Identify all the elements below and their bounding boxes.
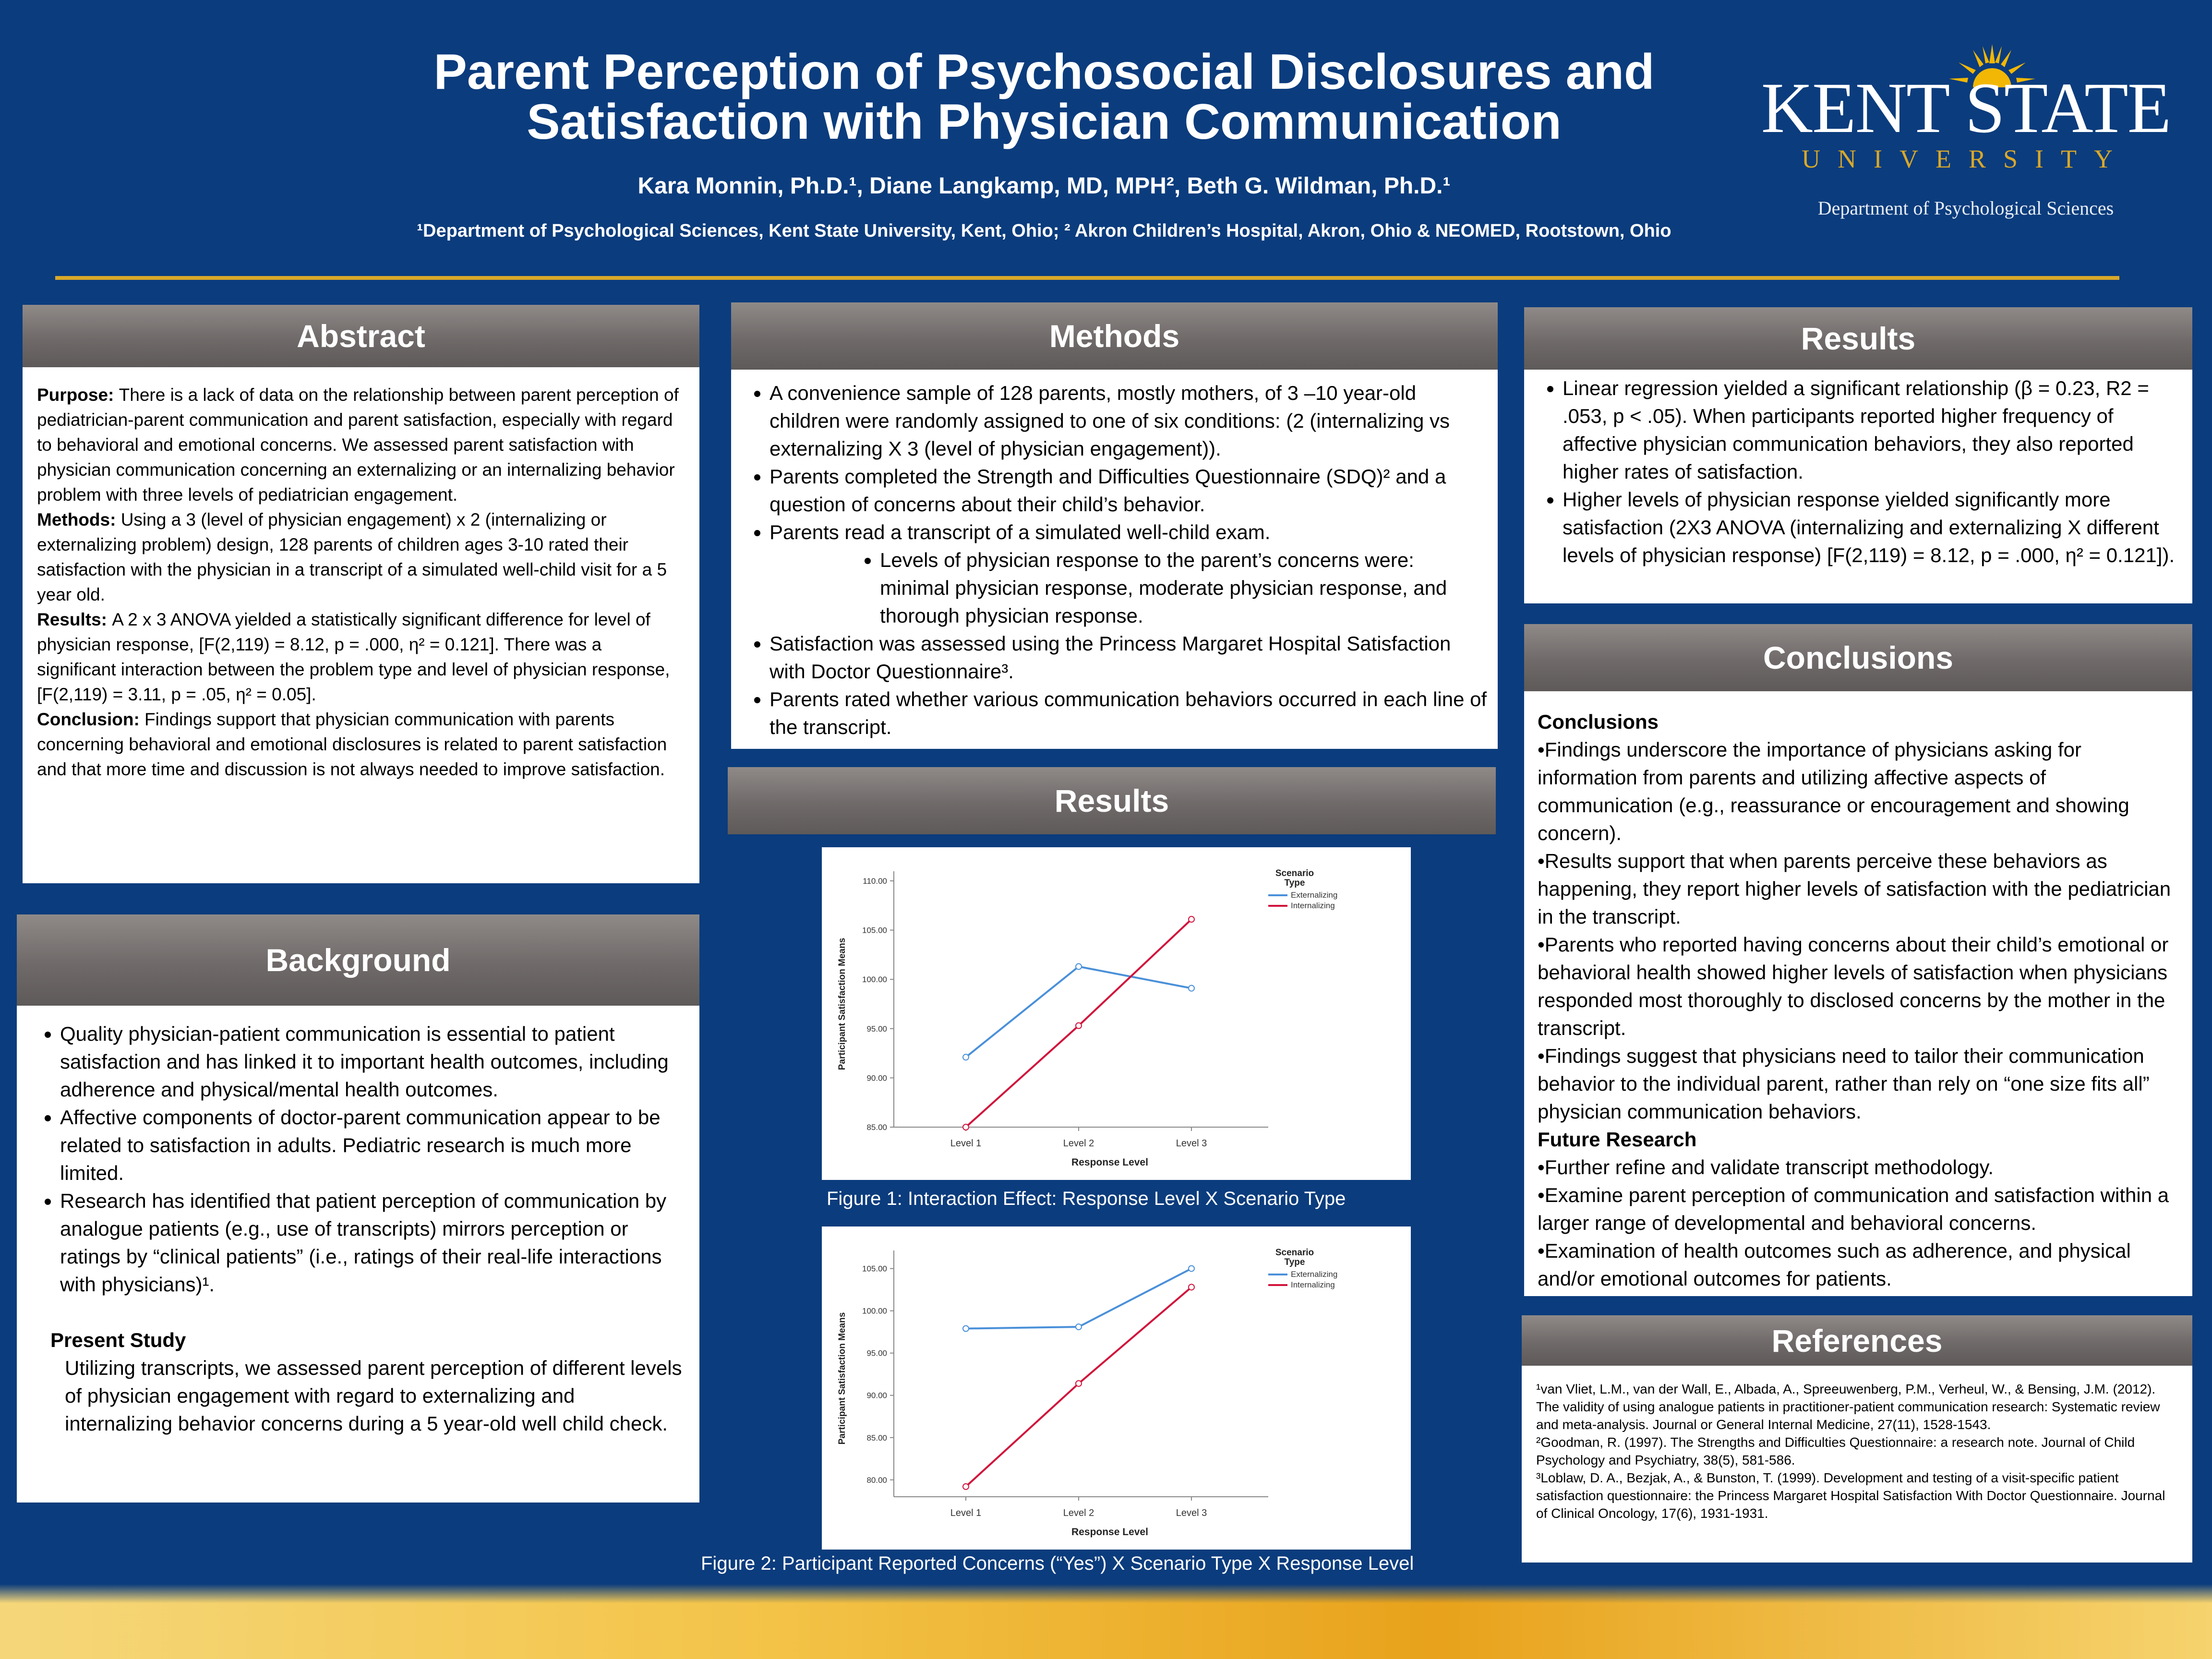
figure-1-caption: Figure 1: Interaction Effect: Response Level X Scenario Type bbox=[827, 1188, 1346, 1209]
y-tick-label: 105.00 bbox=[862, 926, 887, 935]
data-point-externalizing bbox=[1189, 986, 1194, 991]
figure-1-chart bbox=[822, 847, 1411, 1180]
header-divider bbox=[55, 276, 2119, 280]
y-tick-label: 95.00 bbox=[866, 1348, 887, 1358]
conclusions-item-3: •Parents who reported having concerns about their child’s emotional or behavioral health showed higher levels of satisfaction when physicians responded most thoroughly to disclosed concerns by the mother in the transcript. bbox=[1538, 933, 2169, 1039]
x-tick-label: Level 3 bbox=[1176, 1508, 1207, 1518]
y-tick-label: 110.00 bbox=[863, 877, 887, 886]
results-bullet-2: • Higher levels of physician response yielded significantly more satisfaction (2X3 ANOVA (internalizing and externalizing X different levels of physician response) [F(2,119) = 8.12, p = .000, η² = 0.121]). bbox=[1563, 486, 2183, 569]
future-item-2: •Examine parent perception of communication and satisfaction within a larger range of developmental and behavioral concerns. bbox=[1538, 1184, 2169, 1234]
references-panel bbox=[1522, 1366, 2192, 1563]
authors: Kara Monnin, Ph.D.¹, Diane Langkamp, MD, MPH², Beth G. Wildman, Ph.D.¹ bbox=[637, 173, 1451, 199]
figure-2 bbox=[822, 1226, 1411, 1550]
x-axis-label: Response Level bbox=[1071, 1527, 1148, 1538]
data-point-internalizing bbox=[1189, 916, 1194, 922]
data-point-internalizing bbox=[1189, 1284, 1194, 1290]
data-point-externalizing bbox=[963, 1054, 969, 1060]
y-axis-label: Participant Satisfaction Means bbox=[837, 938, 847, 1070]
conclusions-item-1: •Findings underscore the importance of physicians asking for information from parents and utilizing affective aspects of communication (e.g., reassurance or encouragement and showing concern). bbox=[1538, 738, 2129, 844]
data-point-internalizing bbox=[963, 1484, 969, 1490]
future-item-1: •Further refine and validate transcript methodology. bbox=[1538, 1156, 1994, 1178]
background-bullet-2: • Affective components of doctor-parent communication appear to be related to satisfaction in adults. Pediatric research is much more limited. bbox=[60, 1104, 685, 1187]
results-bullet-1: • Linear regression yielded a significant relationship (β = 0.23, R2 = .053, p < .05). When participants reported higher frequency of affective physician communication behaviors, they also reported higher rates of satisfaction. bbox=[1563, 374, 2183, 486]
data-point-externalizing bbox=[1076, 1324, 1082, 1330]
methods-heading: Methods bbox=[731, 302, 1498, 370]
results-right-panel bbox=[1524, 370, 2192, 603]
series-line-externalizing bbox=[966, 1269, 1191, 1329]
y-tick-label: 100.00 bbox=[862, 975, 887, 985]
y-tick-label: 105.00 bbox=[862, 1264, 887, 1274]
legend-label: Externalizing bbox=[1291, 890, 1338, 900]
x-tick-label: Level 1 bbox=[950, 1138, 982, 1149]
future-research-subheading: Future Research bbox=[1538, 1128, 1697, 1151]
y-axis-label: Participant Satisfaction Means bbox=[837, 1312, 847, 1445]
title-line-2: Satisfaction with Physician Communication bbox=[527, 94, 1562, 150]
data-point-externalizing bbox=[963, 1326, 969, 1332]
methods-panel bbox=[731, 370, 1498, 749]
x-tick-label: Level 2 bbox=[1063, 1138, 1094, 1149]
conclusions-heading: Conclusions bbox=[1524, 624, 2192, 691]
conclusions-subheading: Conclusions bbox=[1538, 710, 1659, 733]
data-point-externalizing bbox=[1076, 964, 1082, 970]
data-point-internalizing bbox=[963, 1124, 969, 1130]
present-study-heading: Present Study bbox=[50, 1329, 186, 1351]
series-line-internalizing bbox=[966, 1287, 1191, 1487]
legend-title: Scenario bbox=[1275, 868, 1314, 878]
methods-sub-bullet: • Levels of physician response to the parent’s concerns were: minimal physician response, moderate physician response, and thorough physician response. bbox=[880, 546, 1488, 630]
abstract-purpose: There is a lack of data on the relationship between parent perception of pediatrician-parent communication and parent satisfaction, especially with regard to behavioral and emotional concerns. We assessed parent satisfaction with physician communication concerning an externalizing or an internalizing behavior problem with three levels of pediatrician engagement. bbox=[37, 385, 679, 505]
background-bullet-1: • Quality physician-patient communication is essential to patient satisfaction and has linked it to important health outcomes, including adherence and physical/mental health outcomes. bbox=[60, 1020, 685, 1104]
legend-title: Type bbox=[1284, 1257, 1305, 1267]
logo-department: Department of Psychological Sciences bbox=[1817, 197, 2114, 219]
legend-label: Internalizing bbox=[1291, 1280, 1335, 1289]
legend-label: Internalizing bbox=[1291, 901, 1335, 910]
x-tick-label: Level 2 bbox=[1063, 1508, 1094, 1518]
results-right-heading: Results bbox=[1524, 307, 2192, 370]
figure-1 bbox=[822, 847, 1411, 1180]
future-item-3: •Examination of health outcomes such as adherence, and physical and/or emotional outcomes for patients. bbox=[1538, 1239, 2131, 1290]
figure-2-caption: Figure 2: Participant Reported Concerns (“Yes”) X Scenario Type X Response Level bbox=[701, 1553, 1414, 1574]
reference-1: ¹van Vliet, L.M., van der Wall, E., Albada, A., Spreeuwenberg, P.M., Verheul, W., & Bensing, J.M. (2012). The validity of using analogue patients in practitioner-patient communication research: Systematic review and meta-analysis. Journal or General Internal Medicine, 27(11), 1528-1543. bbox=[1536, 1382, 2160, 1432]
reference-2: ²Goodman, R. (1997). The Strengths and Difficulties Questionnaire: a research note. Journal of Child Psychology and Psychiatry, 38(5), 581-586. bbox=[1536, 1435, 2135, 1467]
methods-bullet-1: • A convenience sample of 128 parents, mostly mothers, of 3 –10 year-old children were randomly assigned to one of six conditions: (2 (internalizing vs externalizing X 3 (level of physician engagement)). bbox=[769, 379, 1488, 463]
abstract-conclusion-label: Conclusion: bbox=[37, 709, 145, 729]
y-tick-label: 85.00 bbox=[866, 1123, 887, 1132]
methods-bullet-3: • Parents read a transcript of a simulated well-child exam. bbox=[769, 518, 1488, 546]
y-tick-label: 85.00 bbox=[866, 1433, 887, 1443]
legend-label: Externalizing bbox=[1291, 1270, 1338, 1279]
y-tick-label: 90.00 bbox=[866, 1073, 887, 1083]
conclusions-item-2: •Results support that when parents perceive these behaviors as happening, they report higher levels of satisfaction with the pediatrician in the transcript. bbox=[1538, 850, 2171, 928]
abstract-methods-label: Methods: bbox=[37, 510, 121, 529]
abstract-results: A 2 x 3 ANOVA yielded a statistically significant difference for level of physician response, [F(2,119) = 8.12, p = .000, η² = 0.121]. There was a significant interaction between the problem type and level of physician response, [F(2,119) = 3.11, p = .05, η² = 0.05]. bbox=[37, 610, 670, 704]
y-tick-label: 100.00 bbox=[862, 1306, 887, 1316]
abstract-conclusion: Findings support that physician communication with parents concerning behavioral and emotional disclosures is related to parent satisfaction and that more time and discussion is not always needed to improve satisfaction. bbox=[37, 709, 667, 779]
data-point-internalizing bbox=[1076, 1381, 1082, 1386]
series-line-externalizing bbox=[966, 967, 1191, 1058]
results-mid-heading: Results bbox=[728, 767, 1496, 834]
conclusions-item-4: •Findings suggest that physicians need to tailor their communication behavior to the individual parent, rather than rely on “one size fits all” physician communication behaviors. bbox=[1538, 1045, 2150, 1123]
conclusions-panel bbox=[1524, 691, 2192, 1296]
y-tick-label: 95.00 bbox=[866, 1024, 887, 1034]
legend-title: Type bbox=[1284, 878, 1305, 888]
title-line-1: Parent Perception of Psychosocial Disclosures and bbox=[433, 44, 1655, 100]
methods-bullet-2: • Parents completed the Strength and Difficulties Questionnaire (SDQ)² and a question of concerns about their child’s behavior. bbox=[769, 463, 1488, 518]
abstract-panel bbox=[23, 367, 699, 883]
reference-3: ³Loblaw, D. A., Bezjak, A., & Bunston, T. (1999). Development and testing of a visit-specific patient satisfaction questionnaire: the Princess Margaret Hospital Satisfaction With Doctor Questionnaire. Journal of Clinical Oncology, 17(6), 1931-1931. bbox=[1536, 1470, 2165, 1521]
x-tick-label: Level 3 bbox=[1176, 1138, 1207, 1149]
x-tick-label: Level 1 bbox=[950, 1508, 982, 1518]
references-heading: References bbox=[1522, 1315, 2192, 1366]
present-study-text: Utilizing transcripts, we assessed parent perception of different levels of physician engagement with regard to externalizing and internalizing behavior concerns during a 5 year-old well child check. bbox=[65, 1357, 682, 1435]
poster-title bbox=[336, 44, 1752, 150]
abstract-results-label: Results: bbox=[37, 610, 112, 629]
bottom-gold-band bbox=[0, 1584, 2212, 1659]
methods-bullet-5: • Parents rated whether various communication behaviors occurred in each line of the transcript. bbox=[769, 685, 1488, 741]
logo-wordmark: KENT STATE bbox=[1761, 68, 2171, 148]
logo-university: UNIVERSITY bbox=[1802, 144, 2130, 173]
background-bullet-3: • Research has identified that patient perception of communication by analogue patients (e.g., use of transcripts) mirrors perception or ratings by “clinical patients” (i.e., ratings of their real-life interactions with physicians)¹. bbox=[60, 1187, 685, 1298]
abstract-purpose-label: Purpose: bbox=[37, 385, 119, 405]
background-heading: Background bbox=[17, 914, 699, 1006]
methods-bullet-4: • Satisfaction was assessed using the Princess Margaret Hospital Satisfaction with Doctor Questionnaire³. bbox=[769, 630, 1488, 685]
figure-2-chart bbox=[822, 1226, 1411, 1550]
y-tick-label: 90.00 bbox=[866, 1391, 887, 1400]
data-point-externalizing bbox=[1189, 1266, 1194, 1272]
abstract-heading: Abstract bbox=[23, 305, 699, 367]
background-panel bbox=[17, 1006, 699, 1503]
data-point-internalizing bbox=[1076, 1023, 1082, 1029]
y-tick-label: 80.00 bbox=[866, 1475, 887, 1485]
x-axis-label: Response Level bbox=[1071, 1157, 1148, 1168]
legend-title: Scenario bbox=[1275, 1248, 1314, 1258]
affiliations: ¹Department of Psychological Sciences, Kent State University, Kent, Ohio; ² Akron Children’s Hospital, Akron, Ohio & NEOMED, Rootstown, Ohio bbox=[417, 221, 1671, 241]
abstract-methods: Using a 3 (level of physician engagement) x 2 (internalizing or externalizing problem) design, 128 parents of children ages 3-10 rated their satisfaction with the physician in a transcript of a simulated well-child visit for a 5 year old. bbox=[37, 510, 667, 604]
